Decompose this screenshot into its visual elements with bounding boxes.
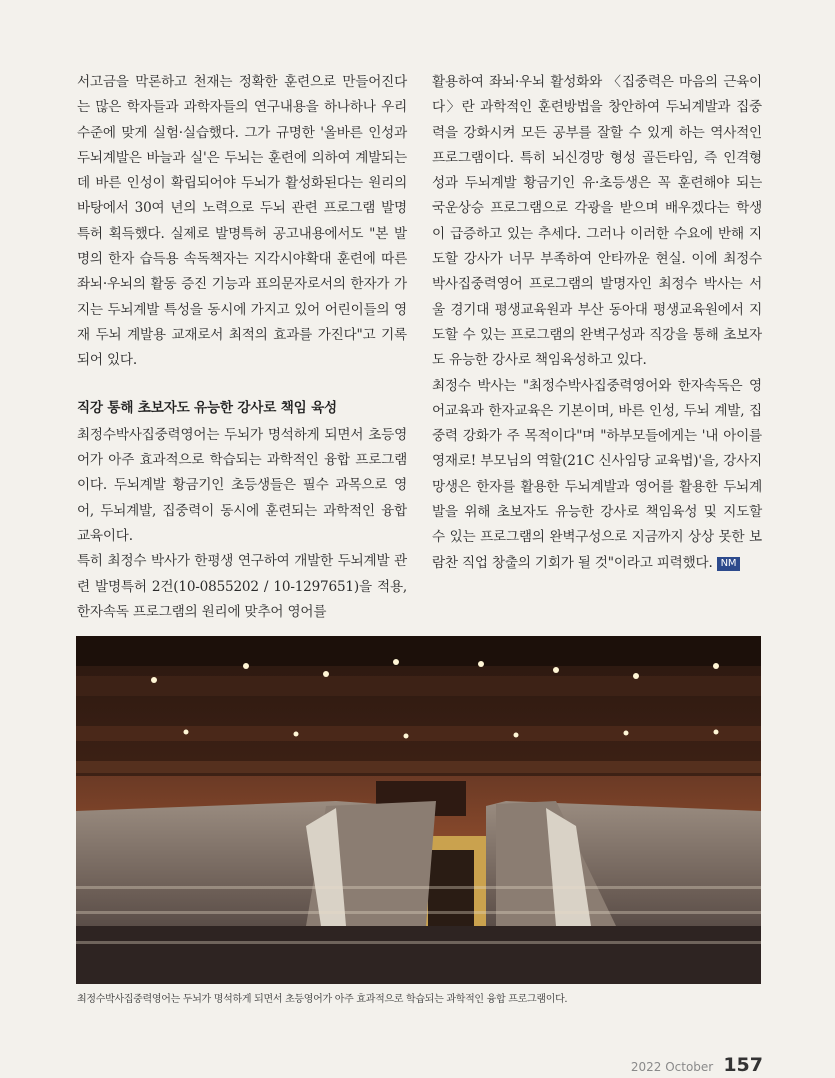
article-paragraph: 특히 최정수 박사가 한평생 연구하여 개발한 두뇌계발 관련 발명특허 2건(10-0855202 / 10-1297651)을 적용, 한자속독 프로그램의 원리에 맞추어 영어를 [77, 553, 407, 620]
page-footer [631, 1054, 763, 1076]
article-paragraph: 서고금을 막론하고 천재는 정확한 훈련으로 만들어진다는 많은 학자들과 과학자들의 연구내용을 하나하나 우리 수준에 맞게 실험·실습했다. 그가 규명한 '올바른 인성과 두뇌계발은 바늘과 실'은 두뇌는 훈련에 의하여 계발되는데 바른 인성이 확립되어야 두뇌가 활성화된다는 원리의 바탕에서 30여 년의 노력으로 두뇌 관련 프로그램 발명특허 획득했다. 실제로 발명특허 공고내용에서도 "본 발명의 한자 습득용 속독책자는 지각시야확대 훈련에 따른 좌뇌·우뇌의 활동 증진 기능과 표의문자로서의 한자가 가지는 두뇌계발 특성을 동시에 가지고 있어 어린이들의 영재 두뇌 계발용 교재로서 최적의 효과를 가진다"고 기록되어 있다. [77, 74, 407, 369]
article-paragraph: 최정수박사집중력영어는 두뇌가 명석하게 되면서 초등영어가 아주 효과적으로 학습되는 과학적인 융합 프로그램이다. 두뇌계발 황금기인 초등생들은 필수 과목으로 영어, 두뇌계발, 집중력이 동시에 훈련되는 과학적인 융합교육이다. [77, 426, 407, 545]
photo-caption: 최정수박사집중력영어는 두뇌가 명석하게 되면서 초등영어가 아주 효과적으로 학습되는 과학적인 융합 프로그램이다. [77, 994, 568, 1005]
nm-badge: NM [717, 557, 741, 571]
right-column [432, 70, 762, 576]
left-column [77, 70, 407, 625]
auditorium-audience-photo [76, 636, 761, 984]
section-heading: 직강 통해 초보자도 유능한 강사로 책임 육성 [77, 399, 337, 416]
issue-date: 2022 October [630, 1060, 714, 1074]
page-number: 157 [723, 1054, 763, 1076]
article-paragraph [432, 374, 762, 576]
article-paragraph: 활용하여 좌뇌·우뇌 활성화와 〈집중력은 마음의 근육이다〉란 과학적인 훈련방법을 창안하여 두뇌계발과 집중력을 강화시켜 모든 공부를 잘할 수 있게 하는 역사적인 프로그램이다. 특히 뇌신경망 형성 골든타임, 즉 인격형성과 두뇌계발 황금기인 유·초등생은 꼭 훈련해야 되는 국운상승 프로그램으로 각광을 받으며 배우겠다는 학생이 급증하고 있는 추세다. 그러나 이러한 수요에 반해 지도할 강사가 너무 부족하여 안타까운 현실. 이에 최정수박사집중력영어 프로그램의 발명자인 최정수 박사는 서울 경기대 평생교육원과 부산 동아대 평생교육원에서 지도할 수 있는 프로그램의 완벽구성과 직강을 통해 초보자도 유능한 강사로 책임육성하고 있다. [432, 74, 762, 369]
article-paragraph-text: 최정수 박사는 "최정수박사집중력영어와 한자속독은 영어교육과 한자교육은 기본이며, 바른 인성, 두뇌 계발, 집중력 강화가 주 목적이다"며 "하부모들에게는 '내 아이를 영재로! 부모님의 역할(21C 신사임당 교육법)'을, 강사지망생은 한자를 활용한 두뇌계발과 영어를 활용한 두뇌계발을 위해 초보자도 유능한 강사로 책임육성 및 지도할 수 있는 프로그램의 완벽구성으로 지금까지 상상 못한 보람찬 직업 창출의 기회가 될 것"이라고 피력했다. [432, 377, 762, 571]
